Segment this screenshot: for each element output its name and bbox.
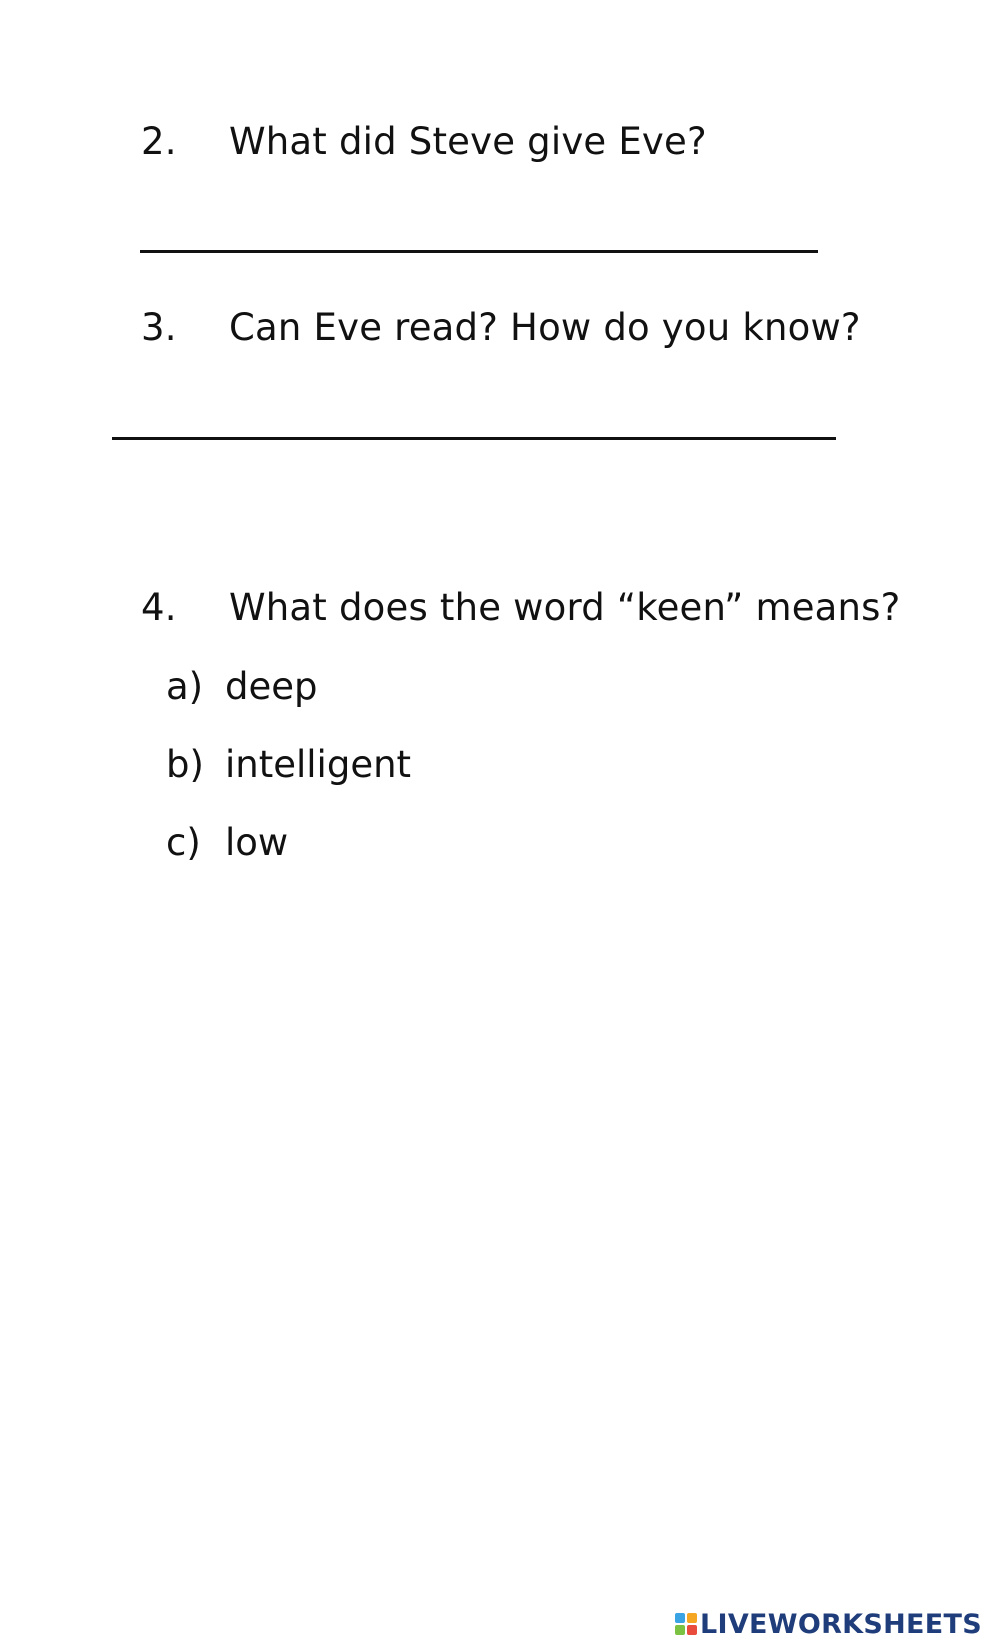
- option-text: deep: [225, 664, 318, 708]
- question-text: Can Eve read? How do you know?: [229, 305, 861, 349]
- answer-line-question-3[interactable]: [112, 437, 836, 440]
- question-number: 4.: [141, 585, 177, 629]
- question-number: 3.: [141, 305, 177, 349]
- question-2: [141, 117, 707, 165]
- logo-square: [687, 1625, 697, 1635]
- question-text: What does the word “keen” means?: [229, 585, 901, 629]
- logo-square: [675, 1625, 685, 1635]
- option-letter: b): [166, 742, 204, 786]
- liveworksheets-watermark: [675, 1609, 982, 1639]
- question-number: 2.: [141, 119, 177, 163]
- option-a[interactable]: [166, 662, 318, 710]
- option-letter: c): [166, 820, 201, 864]
- liveworksheets-brand-text: LIVEWORKSHEETS: [699, 1608, 982, 1640]
- option-text: low: [225, 820, 289, 864]
- logo-square: [675, 1613, 685, 1623]
- liveworksheets-logo-icon: [675, 1613, 697, 1635]
- question-4: [141, 583, 901, 631]
- option-letter: a): [166, 664, 204, 708]
- option-text: intelligent: [225, 742, 412, 786]
- option-b[interactable]: [166, 740, 411, 788]
- question-3: [141, 303, 861, 351]
- logo-square: [687, 1613, 697, 1623]
- answer-line-question-2[interactable]: [140, 250, 818, 253]
- option-c[interactable]: [166, 818, 288, 866]
- question-text: What did Steve give Eve?: [229, 119, 707, 163]
